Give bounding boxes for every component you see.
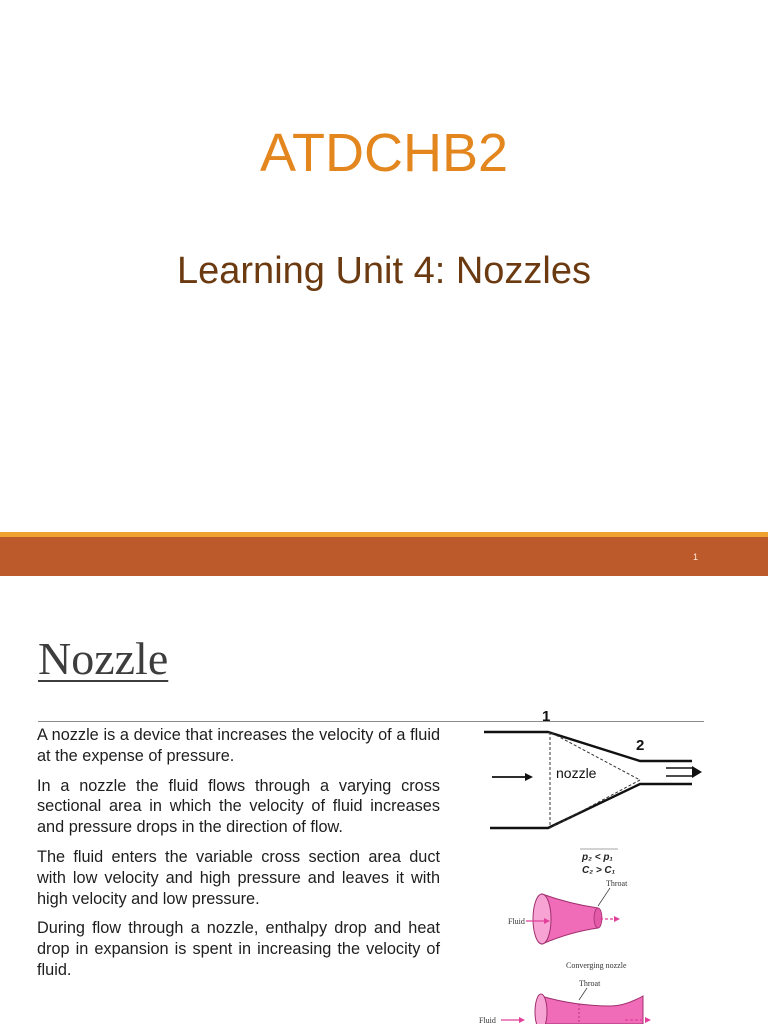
inlet-arrow-head bbox=[525, 773, 533, 781]
station-1-label: 1 bbox=[542, 708, 551, 725]
paragraph: In a nozzle the fluid flows through a varying cross sectional area in which the velocity of fluid increases and pressure drops in the direction of flow. bbox=[37, 776, 440, 837]
fluid-label-2: Fluid bbox=[479, 1016, 496, 1024]
outlet-arrow-head bbox=[692, 766, 702, 778]
nozzle-throat bbox=[594, 908, 602, 928]
station-2-label: 2 bbox=[636, 737, 645, 754]
nozzle-schematic bbox=[480, 704, 710, 839]
content-slide bbox=[0, 576, 768, 1024]
nozzle-inlet bbox=[533, 894, 551, 944]
throat-label: Throat bbox=[606, 879, 628, 888]
velocity-relation: C₂ > C₁ bbox=[582, 865, 616, 876]
section-title: Nozzle bbox=[38, 633, 169, 684]
figure-caption: Converging nozzle bbox=[566, 961, 627, 970]
nozzle-label: nozzle bbox=[556, 765, 597, 781]
throat-label-2: Throat bbox=[579, 979, 601, 988]
converging-diverging-nozzle-figure bbox=[475, 976, 675, 1024]
slide-title: ATDCHB2 bbox=[259, 123, 509, 183]
paragraph: A nozzle is a device that increases the velocity of a fluid at the expense of pressure. bbox=[37, 726, 440, 765]
slide-subtitle: Learning Unit 4: Nozzles bbox=[177, 250, 591, 292]
body-text bbox=[37, 725, 440, 990]
paragraph: The fluid enters the variable cross section area duct with low velocity and high pressure and leaves it with high velocity and low pressure. bbox=[37, 847, 440, 908]
cd-nozzle-inlet bbox=[535, 994, 547, 1024]
converging-nozzle-figure bbox=[500, 866, 650, 971]
fluid-label: Fluid bbox=[508, 917, 525, 926]
page-number: 1 bbox=[692, 552, 698, 562]
pressure-relation: p₂ < p₁ bbox=[582, 852, 613, 863]
paragraph: During flow through a nozzle, enthalpy drop and heat drop in expansion is spent in increasing the velocity of fluid. bbox=[37, 919, 440, 979]
footer-band bbox=[0, 537, 768, 576]
upper-wall bbox=[484, 732, 692, 761]
